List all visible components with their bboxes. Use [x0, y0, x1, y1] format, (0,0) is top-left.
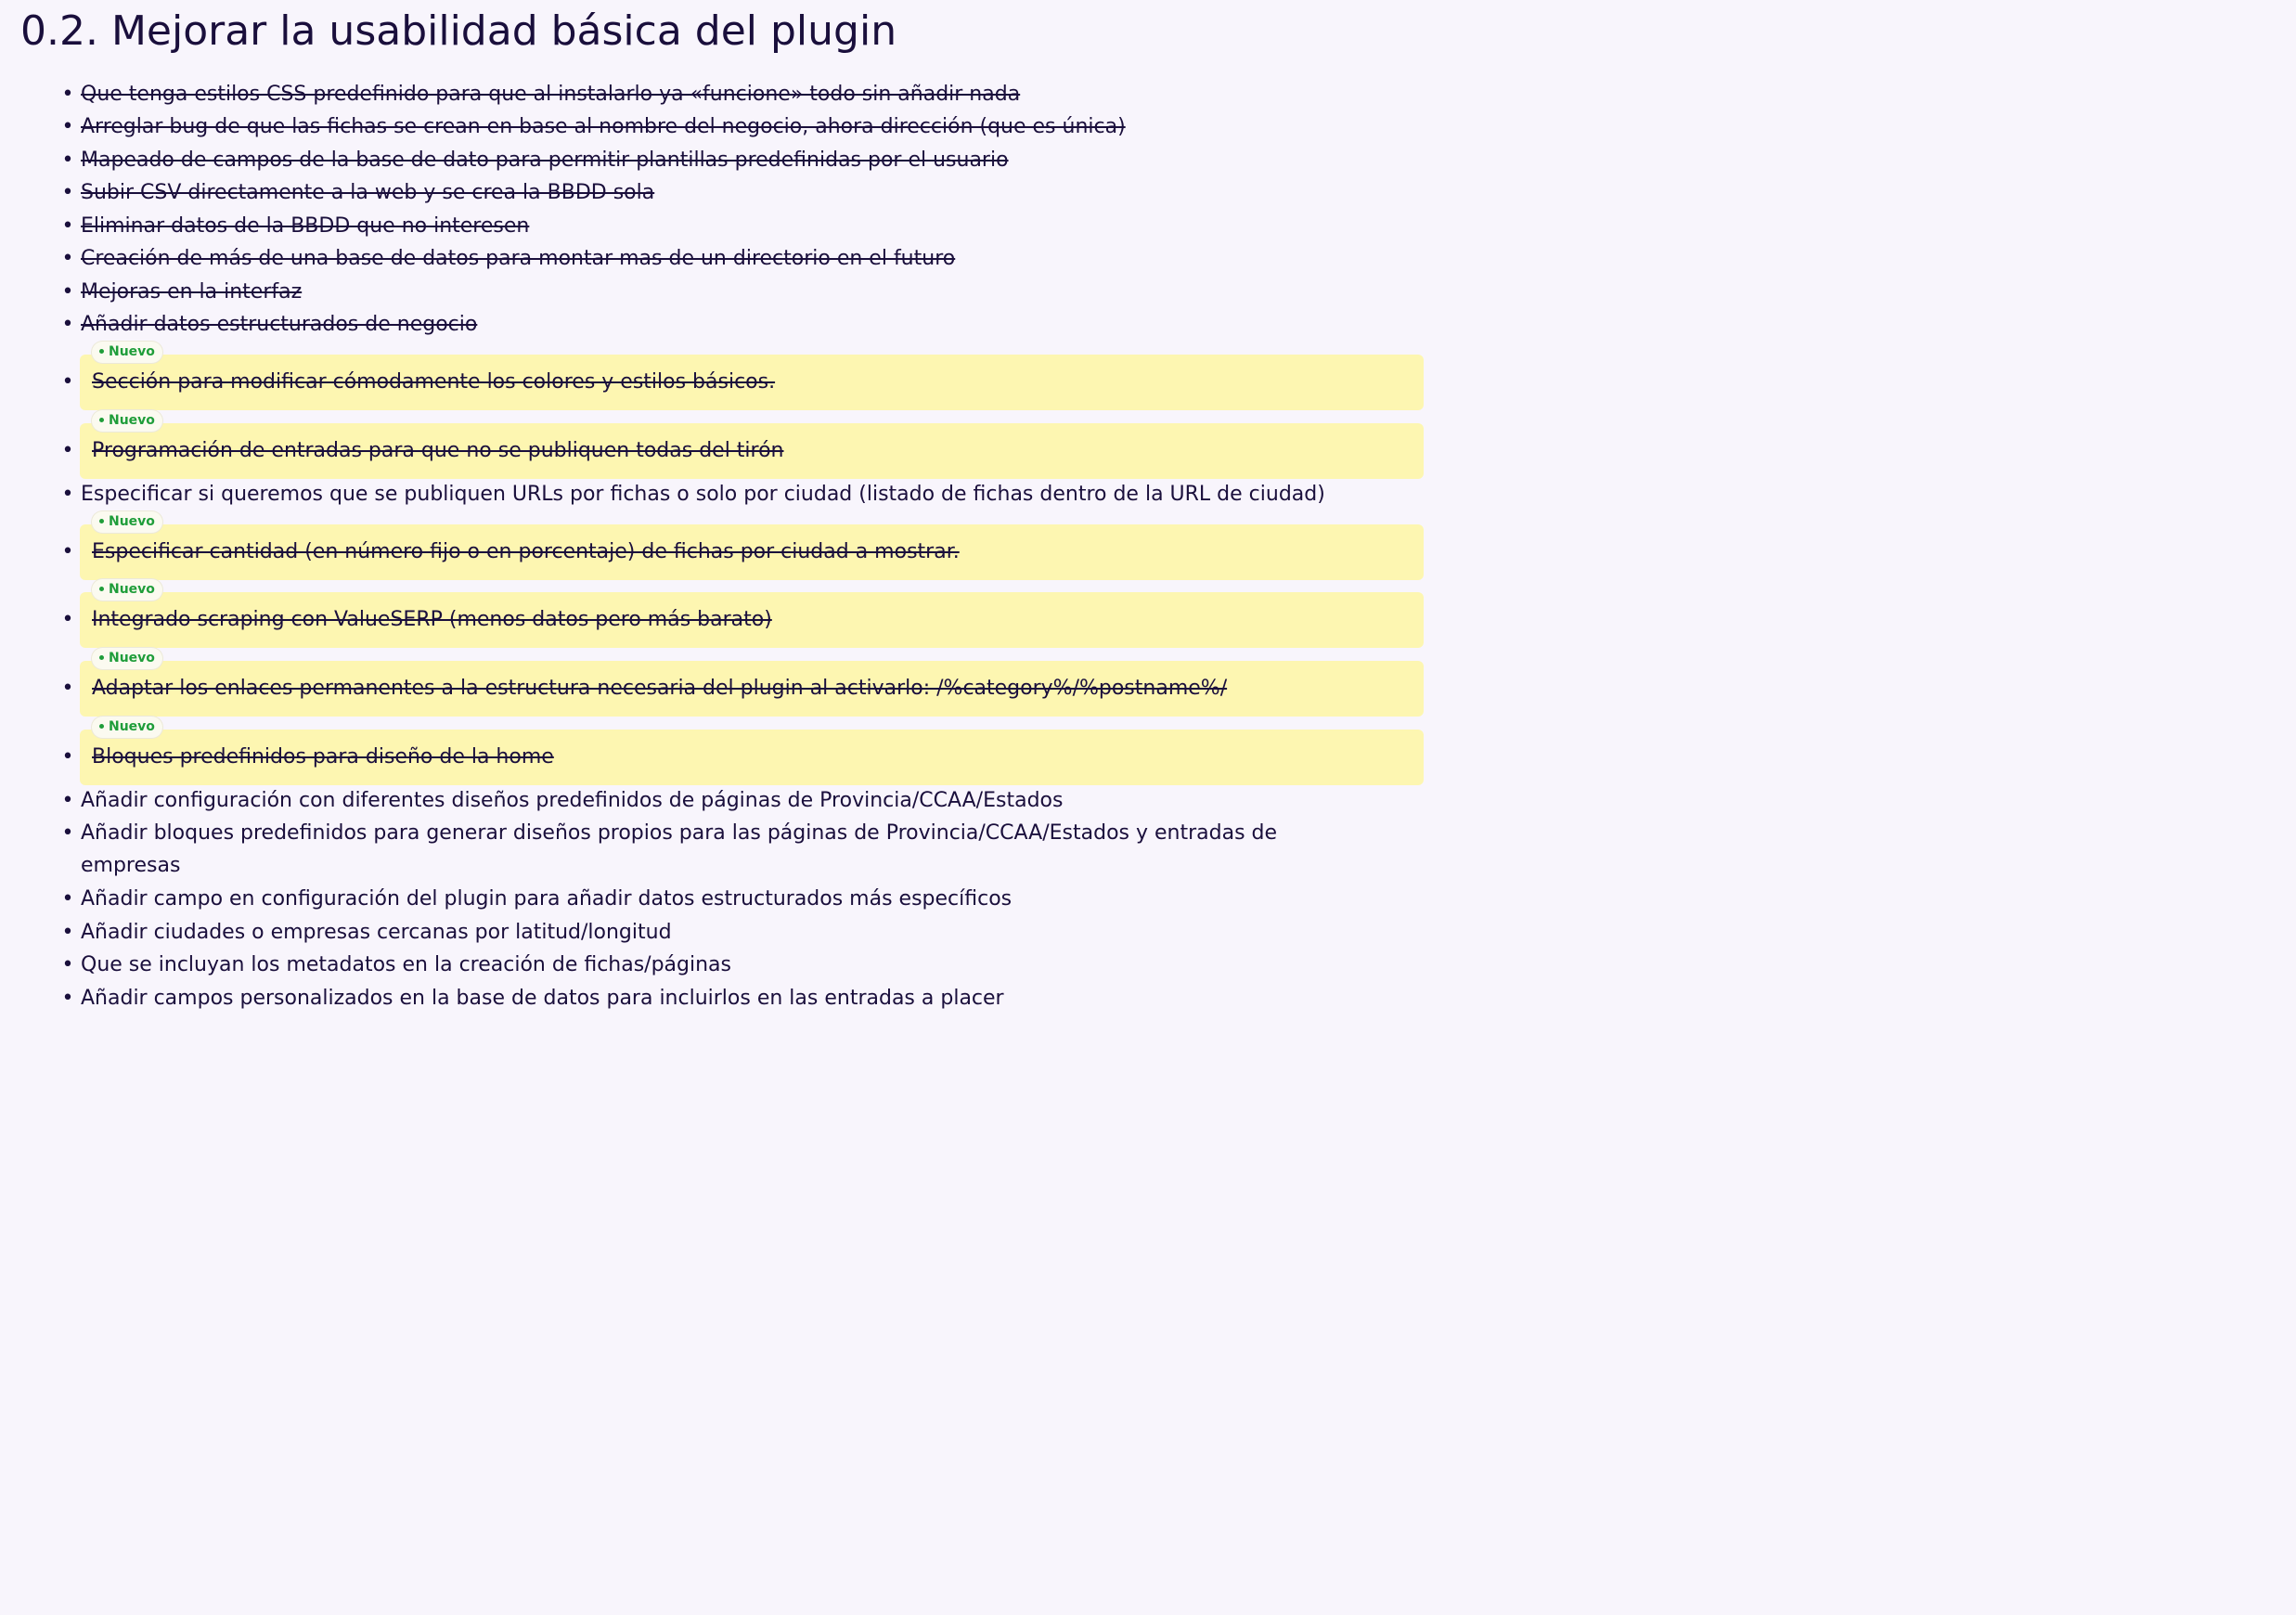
- bullet: •: [61, 370, 74, 394]
- bullet: •: [61, 313, 74, 336]
- bullet: •: [61, 181, 74, 204]
- bullet: •: [61, 214, 74, 238]
- new-badge: [92, 717, 162, 738]
- bullet: •: [61, 280, 74, 304]
- new-badge: [92, 342, 162, 363]
- list-item-text: Sección para modificar cómodamente los colores y estilos básicos.: [92, 370, 776, 394]
- badge-label: Nuevo: [109, 719, 155, 734]
- dot-icon: [99, 349, 104, 354]
- list-item-text: Añadir datos estructurados de negocio: [81, 313, 478, 336]
- bullet: •: [61, 821, 74, 845]
- bullet: •: [61, 83, 74, 106]
- list-item-text: Añadir campos personalizados en la base de datos para incluirlos en las entradas a placer: [81, 987, 1004, 1010]
- dot-icon: [99, 418, 104, 422]
- dot-icon: [99, 587, 104, 591]
- list-item-text: Que se incluyan los metadatos en la creación de fichas/páginas: [81, 953, 732, 976]
- page-title: 0.2. Mejorar la usabilidad básica del plugin: [20, 7, 897, 55]
- list-item-text: Añadir campo en configuración del plugin para añadir datos estructurados más específicos: [81, 887, 1013, 911]
- bullet: •: [61, 439, 74, 462]
- list-item-text: Subir CSV directamente a la web y se crea la BBDD sola: [81, 181, 655, 204]
- bullet: •: [61, 677, 74, 700]
- badge-label: Nuevo: [109, 514, 155, 529]
- bullet: •: [61, 921, 74, 944]
- list-item-text: Mapeado de campos de la base de dato para permitir plantillas predefinidas por el usuario: [81, 149, 1009, 172]
- list-item-text: Bloques predefinidos para diseño de la home: [92, 745, 554, 769]
- list-item-text: Mejoras en la interfaz: [81, 280, 303, 304]
- list-item-text: Añadir configuración con diferentes diseños predefinidos de páginas de Provincia/CCAA/Estados: [81, 789, 1064, 812]
- list-item-text: Adaptar los enlaces permanentes a la estructura necesaria del plugin al activarlo: /%category%/%postname%/: [92, 677, 1228, 700]
- new-badge: [92, 511, 162, 533]
- bullet: •: [61, 745, 74, 769]
- highlight-box: [80, 730, 1424, 785]
- list-item-text: Añadir bloques predefinidos para generar diseños propios para las páginas de Provincia/CCAA/Estados y entradas de empresas: [81, 821, 1278, 877]
- list-item-text: Integrado scraping con ValueSERP (menos datos pero más barato): [92, 608, 772, 631]
- bullet: •: [61, 247, 74, 270]
- highlight-box: [80, 355, 1424, 410]
- bullet: •: [61, 789, 74, 812]
- dot-icon: [99, 519, 104, 523]
- highlight-box: [80, 592, 1424, 648]
- list-item-text: Especificar cantidad (en número fijo o en porcentaje) de fichas por ciudad a mostrar.: [92, 540, 960, 563]
- bullet: •: [61, 987, 74, 1010]
- bullet: •: [61, 540, 74, 563]
- highlight-box: [80, 423, 1424, 479]
- list-item-text: Especificar si queremos que se publiquen URLs por fichas o solo por ciudad (listado de fichas dentro de la URL de ciudad): [81, 483, 1325, 506]
- bullet: •: [61, 887, 74, 911]
- bullet: •: [61, 483, 74, 506]
- bullet: •: [61, 608, 74, 631]
- new-badge: [92, 579, 162, 601]
- badge-label: Nuevo: [109, 344, 155, 359]
- list-item-text: Eliminar datos de la BBDD que no interesen: [81, 214, 530, 238]
- dot-icon: [99, 724, 104, 729]
- list-item-text: Que tenga estilos CSS predefinido para que al instalarlo ya «funcione» todo sin añadir nada: [81, 83, 1021, 106]
- new-badge: [92, 410, 162, 432]
- task-list: [0, 0, 1455, 1024]
- list-item-text: Creación de más de una base de datos para montar mas de un directorio en el futuro: [81, 247, 956, 270]
- list-item-text: Añadir ciudades o empresas cercanas por latitud/longitud: [81, 921, 672, 944]
- bullet: •: [61, 953, 74, 976]
- highlight-box: [80, 661, 1424, 717]
- dot-icon: [99, 655, 104, 660]
- badge-label: Nuevo: [109, 651, 155, 665]
- badge-label: Nuevo: [109, 413, 155, 428]
- bullet: •: [61, 149, 74, 172]
- new-badge: [92, 648, 162, 669]
- list-item-text: Arreglar bug de que las fichas se crean en base al nombre del negocio, ahora dirección (que es única): [81, 115, 1126, 138]
- highlight-box: [80, 524, 1424, 580]
- badge-label: Nuevo: [109, 582, 155, 597]
- list-item-text: Programación de entradas para que no se publiquen todas del tirón: [92, 439, 784, 462]
- bullet: •: [61, 115, 74, 138]
